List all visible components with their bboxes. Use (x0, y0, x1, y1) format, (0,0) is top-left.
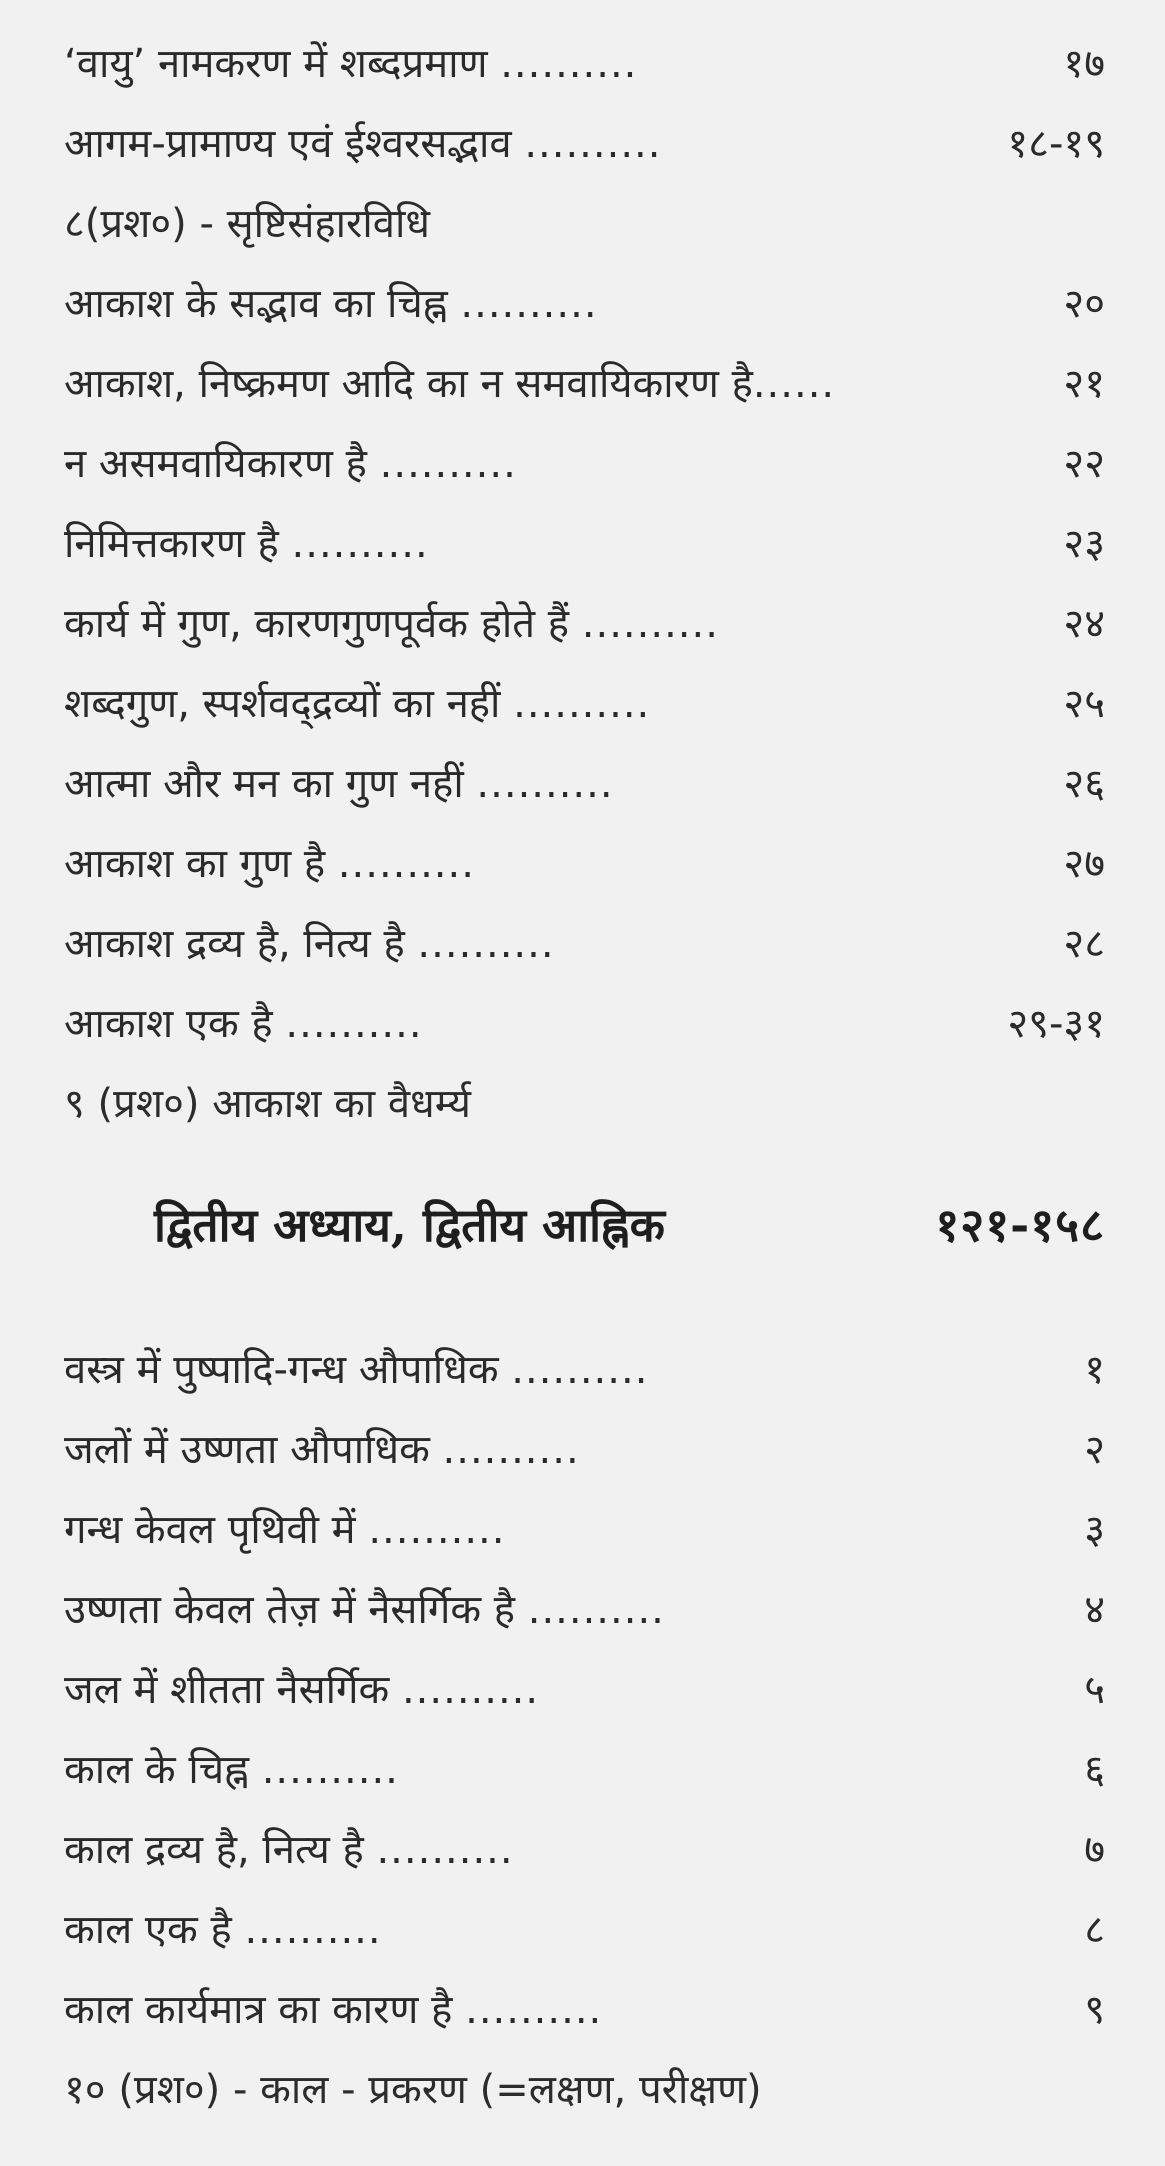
entry-page-number: ३ (1084, 1507, 1105, 1553)
entry-page-number: २५ (1063, 681, 1105, 727)
entry-page-number: २४ (1063, 601, 1105, 647)
entry-label: न असमवायिकारण है .......... (64, 441, 517, 487)
toc-section-one (64, 0, 1105, 1144)
toc-entry (64, 424, 1105, 504)
entry-page-number: २९-३१ (1007, 1001, 1105, 1047)
entry-label: आत्मा और मन का गुण नहीं .......... (64, 761, 614, 807)
toc-entry (64, 104, 1105, 184)
toc-entry (64, 1970, 1105, 2050)
toc-entry (64, 904, 1105, 984)
toc-entry (64, 344, 1105, 424)
toc-entry (64, 24, 1105, 104)
entry-label: काल के चिह्न .......... (64, 1747, 399, 1793)
entry-label: उष्णता केवल तेज़ में नैसर्गिक है .......... (64, 1587, 665, 1633)
toc-entry (64, 1570, 1105, 1650)
entry-page-number: २० (1063, 281, 1105, 327)
chapter-heading (64, 1190, 1105, 1260)
entry-label: आकाश के सद्भाव का चिह्न .......... (64, 281, 598, 327)
entry-page-number: २३ (1063, 521, 1105, 567)
toc-entry (64, 504, 1105, 584)
entry-label: आकाश, निष्क्रमण आदि का न समवायिकारण है...... (64, 361, 836, 407)
entry-label: कार्य में गुण, कारणगुणपूर्वक होते हैं .......... (64, 601, 719, 647)
chapter-page-range: १२१-१५८ (935, 1198, 1105, 1252)
subheading-label: ९ (प्रश०) आकाश का वैधर्म्य (64, 1081, 471, 1127)
entry-label: जलों में उष्णता औपाधिक .......... (64, 1427, 580, 1473)
entry-label: शब्दगुण, स्पर्शवद्द्रव्यों का नहीं .......... (64, 681, 651, 727)
entry-page-number: ७ (1084, 1827, 1105, 1873)
entry-page-number: २ (1084, 1427, 1105, 1473)
entry-page-number: ४ (1084, 1587, 1105, 1633)
entry-page-number: २६ (1063, 761, 1105, 807)
toc-entry (64, 744, 1105, 824)
toc-subheading (64, 184, 1105, 264)
toc-entry (64, 1730, 1105, 1810)
toc-entry (64, 1650, 1105, 1730)
toc-entry (64, 264, 1105, 344)
entry-label: काल एक है .......... (64, 1907, 382, 1953)
entry-page-number: २१ (1063, 361, 1105, 407)
entry-label: आकाश एक है .......... (64, 1001, 423, 1047)
entry-page-number: २२ (1063, 441, 1105, 487)
toc-entry (64, 824, 1105, 904)
toc-entry (64, 664, 1105, 744)
entry-page-number: ८ (1084, 1907, 1105, 1953)
toc-entry (64, 1810, 1105, 1890)
entry-page-number: २८ (1063, 921, 1105, 967)
entry-page-number: ५ (1084, 1667, 1105, 1713)
toc-subheading (64, 2050, 1105, 2130)
chapter-title: द्वितीय अध्याय, द्वितीय आह्निक (154, 1198, 665, 1252)
entry-label: काल कार्यमात्र का कारण है .......... (64, 1987, 603, 2033)
entry-page-number: २७ (1063, 841, 1105, 887)
subheading-label: १० (प्रश०) - काल - प्रकरण (=लक्षण, परीक्षण) (64, 2067, 762, 2113)
toc-entry (64, 1330, 1105, 1410)
entry-label: आकाश का गुण है .......... (64, 841, 475, 887)
toc-entry (64, 1410, 1105, 1490)
entry-page-number: ६ (1084, 1747, 1105, 1793)
toc-entry (64, 1890, 1105, 1970)
entry-page-number: १७ (1063, 41, 1105, 87)
toc-entry (64, 584, 1105, 664)
subheading-label: ८(प्रश०) - सृष्टिसंहारविधि (64, 201, 430, 247)
toc-subheading (64, 1064, 1105, 1144)
entry-page-number: १ (1084, 1347, 1105, 1393)
toc-section-two (64, 1330, 1105, 2130)
entry-label: ‘वायु’ नामकरण में शब्दप्रमाण .......... (64, 41, 638, 87)
toc-entry (64, 1490, 1105, 1570)
entry-label: आकाश द्रव्य है, नित्य है .......... (64, 921, 555, 967)
entry-label: आगम-प्रामाण्य एवं ईश्वरसद्भाव .......... (64, 121, 662, 167)
entry-page-number: ९ (1084, 1987, 1105, 2033)
entry-label: वस्त्र में पुष्पादि-गन्ध औपाधिक .......... (64, 1347, 649, 1393)
entry-label: निमित्तकारण है .......... (64, 521, 429, 567)
toc-entry (64, 984, 1105, 1064)
entry-label: गन्ध केवल पृथिवी में .......... (64, 1507, 506, 1553)
entry-label: काल द्रव्य है, नित्य है .......... (64, 1827, 514, 1873)
entry-label: जल में शीतता नैसर्गिक .......... (64, 1667, 540, 1713)
entry-page-number: १८-१९ (1007, 121, 1105, 167)
